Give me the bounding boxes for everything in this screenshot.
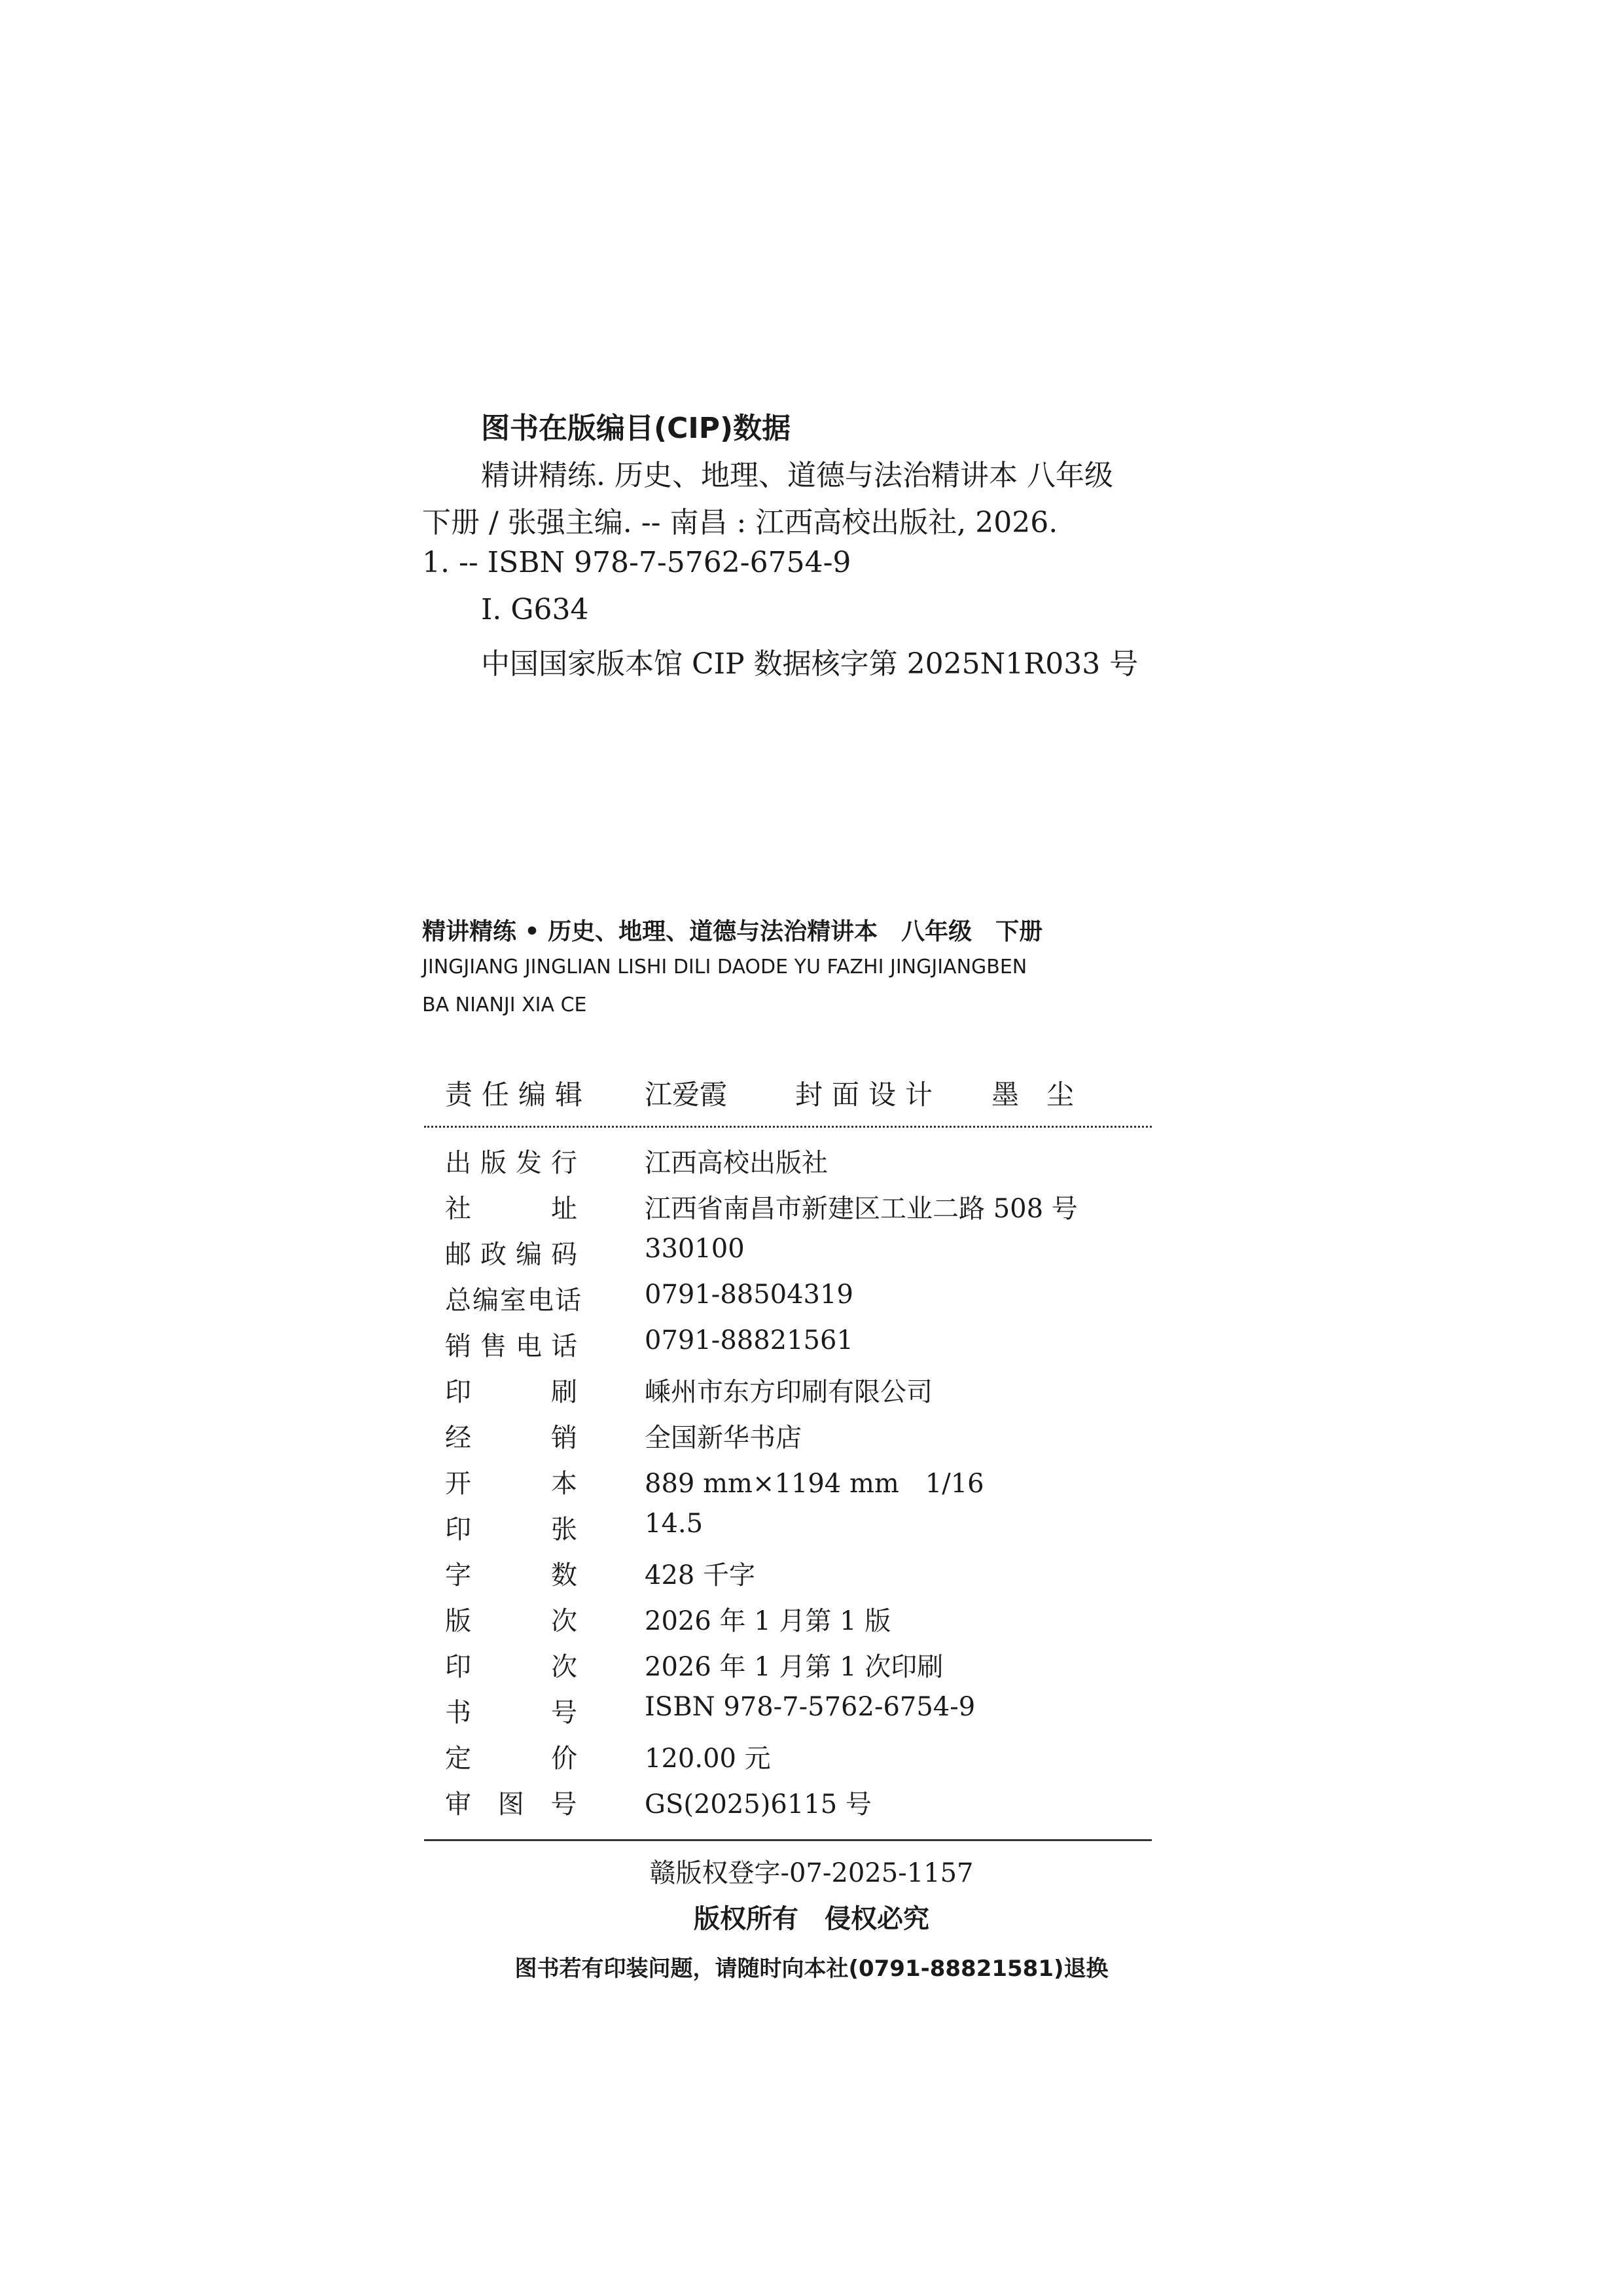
cover-design-value: 墨 尘	[991, 1079, 1075, 1111]
row-value-edition: 2026 年 1 月第 1 版	[645, 1606, 891, 1636]
row-label-format: 开 本	[445, 1469, 586, 1499]
row-label-editorial-phone: 总编室电话	[445, 1285, 582, 1316]
row-label-edition: 版 次	[445, 1606, 586, 1636]
row-label-map-review: 审 图 号	[445, 1789, 586, 1820]
row-label-distributor: 经 销	[445, 1423, 586, 1453]
row-value-printer: 嵊州市东方印刷有限公司	[645, 1377, 933, 1407]
cip-line-4: Ⅰ. G634	[481, 593, 589, 626]
return-notice: 图书若有印装问题，请随时向本社(0791-88821581)退换	[514, 1956, 1109, 1982]
row-value-isbn: ISBN 978-7-5762-6754-9	[645, 1692, 976, 1722]
row-value-publisher: 江西高校出版社	[645, 1148, 828, 1178]
row-label-word-count: 字 数	[445, 1560, 586, 1590]
book-pinyin-line-2: BA NIANJI XIA CE	[422, 994, 587, 1016]
row-value-printing: 2026 年 1 月第 1 次印刷	[645, 1652, 944, 1682]
cip-line-1: 精讲精练. 历史、地理、道德与法治精讲本 八年级	[481, 459, 1113, 492]
row-label-printing: 印 次	[445, 1652, 586, 1682]
row-value-distributor: 全国新华书店	[645, 1423, 802, 1453]
row-label-sales-phone: 销售电话	[445, 1331, 586, 1361]
row-value-sheets: 14.5	[645, 1509, 704, 1539]
rights-reserved: 版权所有 侵权必究	[694, 1904, 929, 1934]
row-label-printer: 印 刷	[445, 1377, 586, 1407]
dotted-divider	[424, 1126, 1152, 1128]
row-label-sheets: 印 张	[445, 1515, 586, 1545]
copyright-registration: 赣版权登字-07-2025-1157	[649, 1858, 974, 1888]
row-value-address: 江西省南昌市新建区工业二路 508 号	[645, 1194, 1078, 1224]
row-value-word-count: 428 千字	[645, 1560, 756, 1590]
row-value-price: 120.00 元	[645, 1744, 771, 1774]
row-value-format: 889 mm×1194 mm 1/16	[645, 1469, 984, 1499]
row-label-price: 定 价	[445, 1744, 586, 1774]
cip-line-3: 1. -- ISBN 978-7-5762-6754-9	[422, 546, 851, 579]
book-title: 精讲精练 • 历史、地理、道德与法治精讲本 八年级 下册	[422, 918, 1043, 945]
book-pinyin-line-1: JINGJIANG JINGLIAN LISHI DILI DAODE YU FAZHI JINGJIANGBEN	[422, 956, 1027, 978]
row-value-editorial-phone: 0791-88504319	[645, 1280, 853, 1310]
row-value-postcode: 330100	[645, 1234, 745, 1264]
row-value-map-review: GS(2025)6115 号	[645, 1789, 872, 1820]
row-value-sales-phone: 0791-88821561	[645, 1325, 853, 1355]
editor-label: 责任编辑	[445, 1079, 592, 1111]
editor-value: 江爱霞	[645, 1079, 728, 1111]
row-label-postcode: 邮政编码	[445, 1240, 586, 1270]
cip-line-2: 下册 / 张强主编. -- 南昌 : 江西高校出版社, 2026.	[422, 506, 1058, 539]
cover-design-label: 封面设计	[795, 1079, 942, 1111]
row-label-address: 社 址	[445, 1194, 586, 1224]
cip-title: 图书在版编目(CIP)数据	[481, 412, 791, 445]
solid-divider	[424, 1839, 1152, 1841]
row-label-publisher: 出版发行	[445, 1148, 586, 1178]
row-label-isbn: 书 号	[445, 1698, 586, 1728]
cip-line-5: 中国国家版本馆 CIP 数据核字第 2025N1R033 号	[481, 647, 1139, 681]
